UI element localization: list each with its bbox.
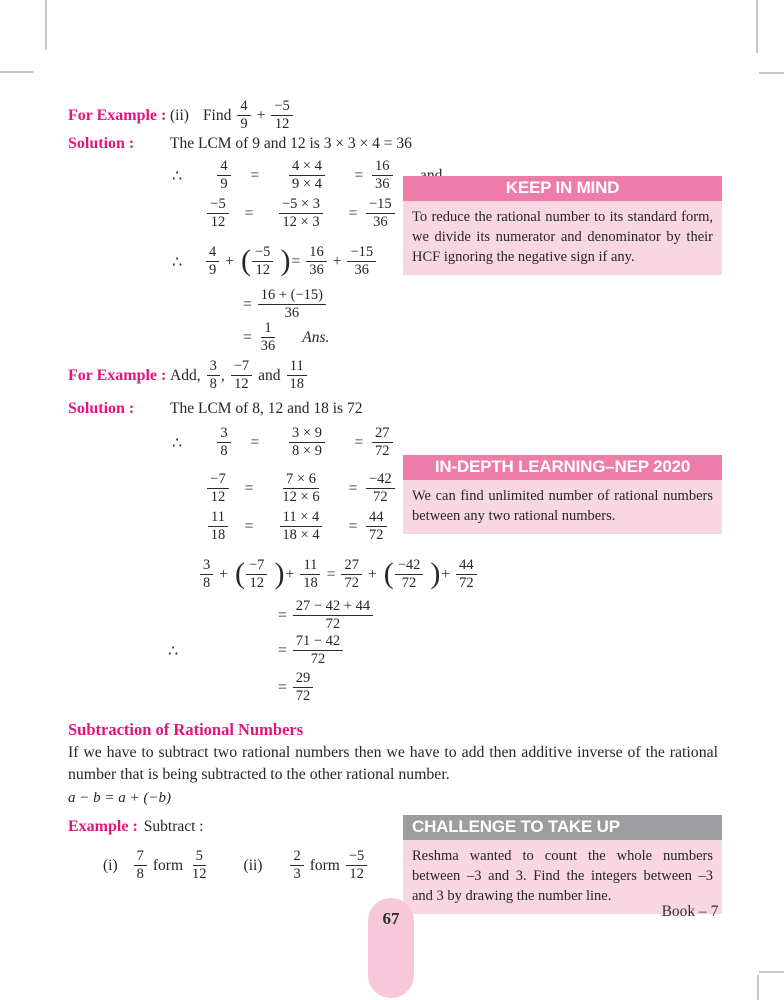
challenge-title: CHALLENGE TO TAKE UP: [403, 815, 722, 840]
equals-sign: =: [278, 678, 287, 696]
equals-sign: =: [244, 517, 254, 535]
equals-sign: =: [354, 433, 364, 451]
fraction: $\frac{11}{18}$: [300, 557, 321, 592]
equals-sign: =: [348, 517, 358, 535]
fraction: $\frac{4}{9}$: [237, 98, 250, 133]
fraction: $\frac{7 \times 6}{12 \times 6}$: [282, 471, 320, 506]
fraction: $\frac{-15}{36}$: [366, 196, 395, 231]
crop-mark-top-right-h: [759, 72, 784, 74]
plus-sign: +: [225, 252, 234, 270]
subtract-items: [103, 848, 373, 883]
fraction: $\frac{-7}{12}$: [231, 358, 252, 393]
example2-step4: [200, 557, 483, 592]
in-depth-learning-body: We can find unlimited number of rational numbers between any two rational numbers.: [403, 480, 722, 534]
therefore-symbol: ∴: [172, 434, 183, 452]
solution-label: Solution :: [68, 400, 135, 417]
example2-step5: [278, 598, 379, 633]
fraction: $\frac{1}{36}$: [260, 320, 276, 355]
fraction: $\frac{-15}{36}$: [347, 244, 376, 279]
subtraction-paragraph: If we have to subtract two rational numbers then we have to add then additive inverse of the rational number that is being subtracted to the other rational number.: [68, 744, 718, 784]
answer-label: Ans.: [302, 328, 330, 346]
fraction: $\frac{27 - 42 + 44}{72}$: [293, 598, 373, 633]
comma: ,: [220, 366, 225, 384]
example2-step6: [278, 633, 349, 668]
equals-sign: =: [348, 479, 358, 497]
keep-in-mind-body: To reduce the rational number to its standard form, we divide its numerator and denominator by their HCF ignoring the negative sign if any.: [403, 201, 722, 275]
equals-sign: =: [278, 641, 287, 659]
plus-sign: +: [285, 565, 295, 583]
fraction: $\frac{71 - 42}{72}$: [293, 633, 343, 668]
fraction: $\frac{16 + (-15)}{36}$: [258, 287, 326, 322]
item-ii-label: (ii): [243, 856, 263, 874]
fraction: $\frac{3}{8}$: [217, 425, 230, 460]
fraction: $\frac{3 \times 9}{8 \times 9}$: [289, 425, 325, 460]
subtraction-formula: a − b = a + (−b): [68, 790, 171, 806]
therefore-symbol: ∴: [172, 253, 183, 271]
challenge-body: Reshma wanted to count the whole numbers between –3 and 3. Find the integers between –3 and 3 by drawing the number line.: [403, 840, 722, 914]
therefore-symbol: ∴: [168, 643, 179, 660]
equals-sign: =: [278, 606, 287, 624]
form-word: form: [309, 856, 340, 874]
fraction: $\frac{-7}{12}$: [207, 471, 228, 506]
solution-text: The LCM of 9 and 12 is 3 × 3 × 4 = 36: [170, 135, 412, 152]
plus-sign: +: [256, 106, 266, 124]
fraction: $\frac{44}{72}$: [366, 509, 387, 544]
example2-header: [68, 358, 313, 393]
crop-mark-top-left-h: [0, 71, 34, 73]
right-paren: ): [274, 557, 285, 591]
equals-sign: =: [250, 433, 260, 451]
left-paren: (: [383, 557, 394, 591]
fraction: $\frac{11}{18}$: [208, 509, 229, 544]
add-word: Add,: [170, 366, 201, 384]
in-depth-learning-box: [403, 455, 722, 534]
fraction: $\frac{11}{18}$: [287, 358, 308, 393]
fraction: $\frac{3}{8}$: [200, 557, 213, 592]
example1-step4: [243, 287, 332, 322]
fraction: $\frac{16}{36}$: [372, 158, 393, 193]
fraction: $\frac{4 \times 4}{9 \times 4}$: [289, 158, 325, 193]
example2-step2: [200, 471, 414, 506]
fraction: $\frac{-42}{72}$: [366, 471, 395, 506]
equals-sign: =: [244, 204, 254, 222]
therefore-row: [168, 641, 202, 661]
equals-sign: =: [326, 565, 336, 583]
crop-mark-top-left-v: [45, 0, 47, 50]
equals-sign: =: [243, 328, 252, 346]
item-number: (ii): [170, 106, 189, 124]
fraction: $\frac{11 \times 4}{18 \times 4}$: [279, 509, 322, 544]
subtract-word: Subtract :: [143, 818, 204, 835]
plus-sign: +: [332, 252, 342, 270]
solution-label: Solution :: [68, 135, 135, 152]
crop-mark-bottom-right-h: [759, 971, 784, 973]
example-label: Example :: [68, 818, 138, 835]
example-subtract-header: [68, 818, 210, 836]
equals-sign: =: [291, 252, 301, 270]
fraction: $\frac{27}{72}$: [341, 557, 362, 592]
fraction: $\frac{-5}{12}$: [207, 196, 228, 231]
equals-sign: =: [244, 479, 254, 497]
example2-step1: [172, 425, 420, 460]
fraction: $\frac{29}{72}$: [293, 670, 314, 705]
equals-sign: =: [348, 204, 358, 222]
example2-solution-line: [68, 400, 368, 418]
plus-sign: +: [441, 565, 451, 583]
plus-sign: +: [219, 565, 228, 583]
and-word: and: [258, 366, 281, 384]
fraction: $\frac{-5}{12}$: [271, 98, 292, 133]
example1-step2: [200, 196, 414, 231]
right-paren: ): [430, 557, 441, 591]
fraction: $\frac{-7}{12}$: [246, 557, 267, 592]
example1-header: [68, 98, 299, 133]
crop-mark-top-right-v: [756, 0, 758, 53]
example2-step3: [200, 509, 414, 544]
find-word: Find: [202, 106, 232, 124]
equals-sign: =: [354, 166, 364, 184]
crop-mark-bottom-right-v: [757, 975, 759, 1000]
example2-answer: [278, 670, 319, 705]
left-paren: (: [235, 557, 245, 591]
form-word: form: [152, 856, 184, 874]
item-i-label: (i): [103, 856, 118, 874]
right-paren: ): [280, 244, 291, 278]
page-number-pill: [368, 898, 414, 998]
keep-in-mind-title: KEEP IN MIND: [403, 176, 722, 201]
example1-solution-line: [68, 135, 418, 153]
fraction: $\frac{7}{8}$: [134, 848, 147, 883]
challenge-box: [403, 815, 722, 914]
keep-in-mind-box: [403, 176, 722, 275]
fraction: $\frac{2}{3}$: [290, 848, 303, 883]
fraction: $\frac{-5}{12}$: [346, 848, 367, 883]
equals-sign: =: [243, 295, 252, 313]
for-example-label: For Example :: [68, 106, 167, 124]
fraction: $\frac{3}{8}$: [207, 358, 220, 393]
solution-text: The LCM of 8, 12 and 18 is 72: [170, 400, 363, 417]
example1-step3: [172, 244, 382, 279]
example1-answer: [243, 320, 335, 355]
left-paren: (: [241, 244, 251, 278]
book-reference: Book – 7: [661, 903, 719, 920]
fraction: $\frac{27}{72}$: [372, 425, 393, 460]
page-number: 67: [382, 909, 400, 928]
fraction: $\frac{4}{9}$: [217, 158, 230, 193]
plus-sign: +: [367, 565, 377, 583]
therefore-symbol: ∴: [172, 167, 183, 185]
fraction: $\frac{5}{12}$: [192, 848, 207, 883]
fraction: $\frac{16}{36}$: [306, 244, 327, 279]
in-depth-learning-title: IN-DEPTH LEARNING–NEP 2020: [403, 455, 722, 480]
subtraction-heading: Subtraction of Rational Numbers: [68, 720, 304, 739]
for-example-label: For Example :: [68, 366, 167, 384]
equals-sign: =: [250, 166, 260, 184]
fraction: $\frac{4}{9}$: [206, 244, 219, 279]
fraction: $\frac{-5}{12}$: [252, 244, 273, 279]
fraction: $\frac{-5 \times 3}{12 \times 3}$: [279, 196, 323, 231]
fraction: $\frac{-42}{72}$: [395, 557, 424, 592]
fraction: $\frac{44}{72}$: [456, 557, 477, 592]
